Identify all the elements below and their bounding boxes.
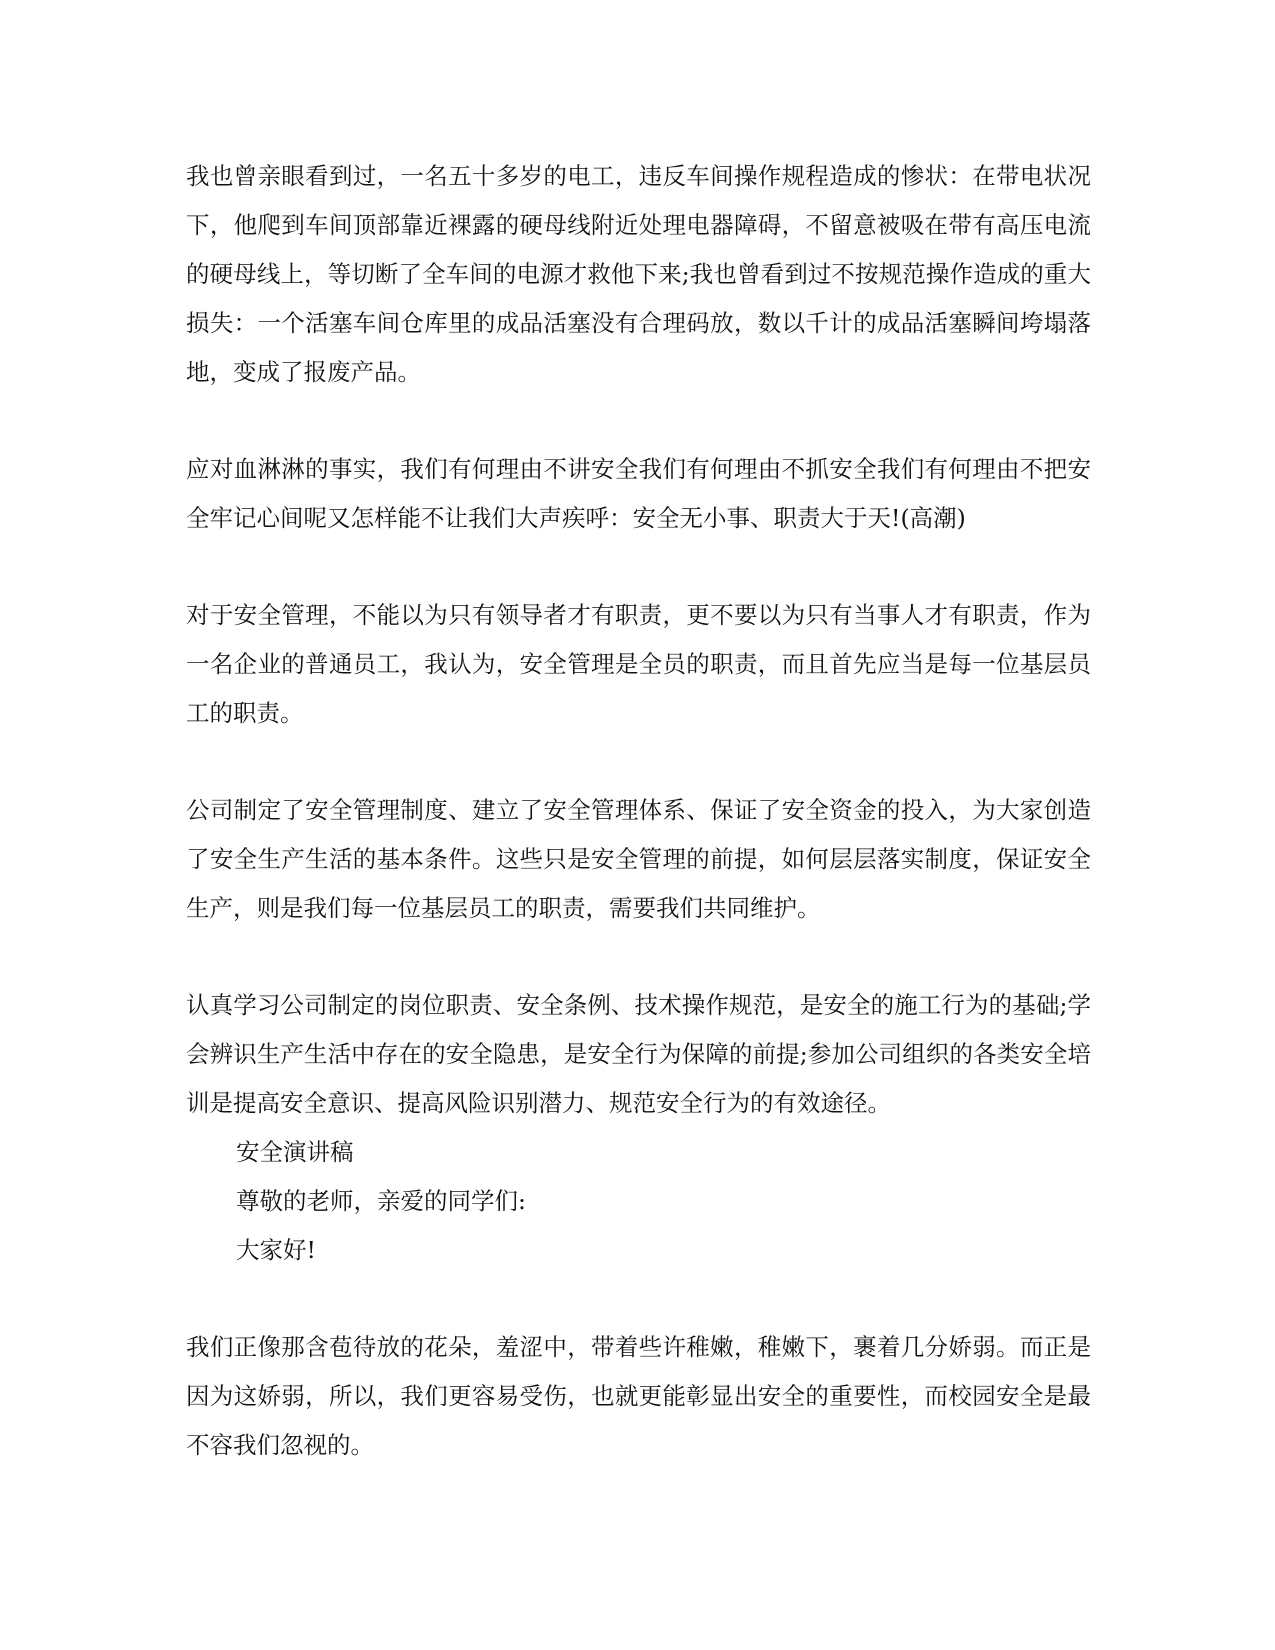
greeting: 大家好! (236, 1236, 316, 1264)
paragraph-call-to-action: 应对血淋淋的事实，我们有何理由不讲安全我们有何理由不抓安全我们有何理由不把安全牢记心间呢又怎样能不让我们大声疾呼：安全无小事、职责大于天!(高潮) (186, 455, 1091, 532)
document-body (186, 152, 1091, 1518)
salutation: 尊敬的老师，亲爱的同学们: (236, 1187, 526, 1215)
paragraph-campus-safety: 我们正像那含苞待放的花朵，羞涩中，带着些许稚嫩，稚嫩下，裹着几分娇弱。而正是因为这娇弱，所以，我们更容易受伤，也就更能彰显出安全的重要性，而校园安全是最不容我们忽视的。 (186, 1333, 1091, 1459)
paragraph-responsibility: 对于安全管理，不能以为只有领导者才有职责，更不要以为只有当事人才有职责，作为一名企业的普通员工，我认为，安全管理是全员的职责，而且首先应当是每一位基层员工的职责。 (186, 601, 1091, 727)
speech-title: 安全演讲稿 (236, 1138, 354, 1166)
paragraph-company-system: 公司制定了安全管理制度、建立了安全管理体系、保证了安全资金的投入，为大家创造了安全生产生活的基本条件。这些只是安全管理的前提，如何层层落实制度，保证安全生产，则是我们每一位基层员工的职责，需要我们共同维护。 (186, 796, 1091, 922)
paragraph-training: 认真学习公司制定的岗位职责、安全条例、技术操作规范，是安全的施工行为的基础;学会辨识生产生活中存在的安全隐患，是安全行为保障的前提;参加公司组织的各类安全培训是提高安全意识、提高风险识别潜力、规范安全行为的有效途径。 (186, 991, 1091, 1117)
paragraph-incident: 我也曾亲眼看到过，一名五十多岁的电工，违反车间操作规程造成的惨状：在带电状况下，他爬到车间顶部靠近裸露的硬母线附近处理电器障碍，不留意被吸在带有高压电流的硬母线上，等切断了全车间的电源才救他下来;我也曾看到过不按规范操作造成的重大损失：一个活塞车间仓库里的成品活塞没有合理码放，数以千计的成品活塞瞬间垮塌落地，变成了报废产品。 (186, 162, 1091, 386)
